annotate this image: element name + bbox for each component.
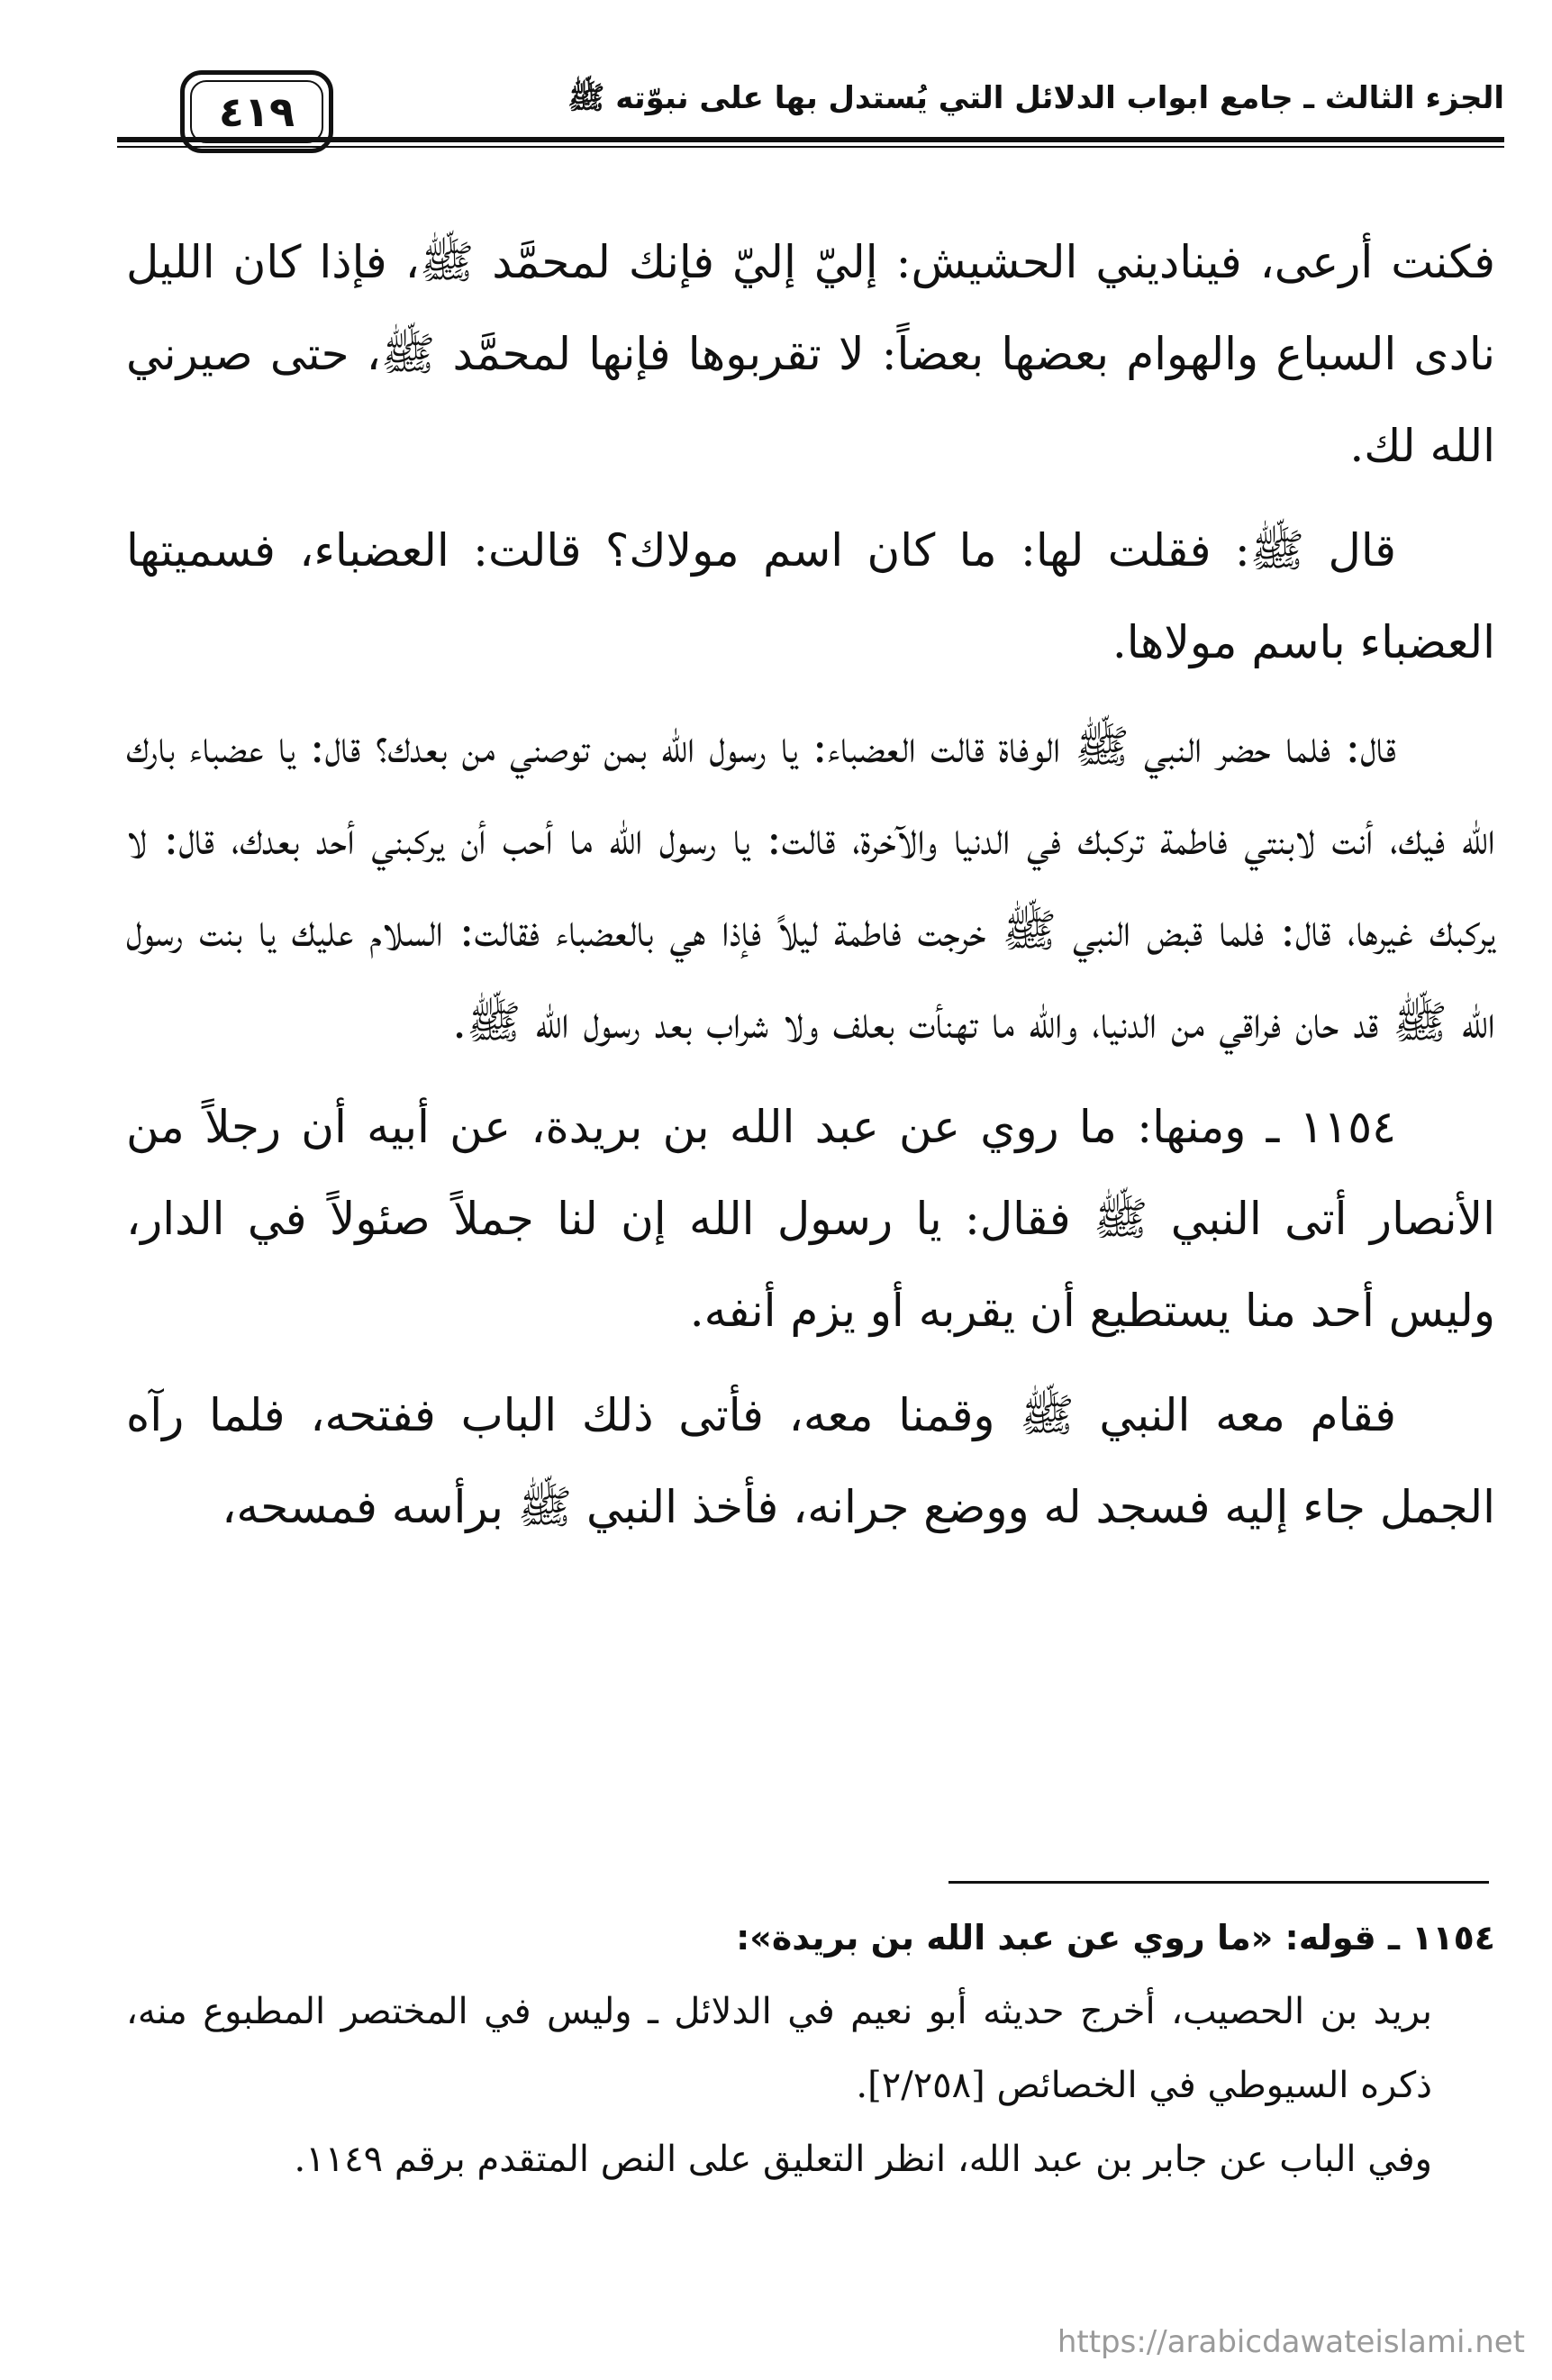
paragraph-1: فكنت أرعى، فيناديني الحشيش: إليّ إليّ فإنك لمحمَّد ﷺ، فإذا كان الليل نادى السباع والهوام بعضها بعضاً: لا تقربوها فإنها لمحمَّد ﷺ، حتى صيرني الله لك. <box>126 236 1495 472</box>
paragraph-2: قال ﷺ: فقلت لها: ما كان اسم مولاك؟ قالت: العضباء، فسميتها العضباء باسم مولاها. <box>126 524 1495 668</box>
footnote-heading: ١١٥٤ ـ قوله: «ما روي عن عبد الله بن بريدة»: <box>736 1918 1495 1958</box>
footnote-line-2: وفي الباب عن جابر بن عبد الله، انظر التعليق على النص المتقدم برقم ١١٤٩. <box>294 2139 1432 2180</box>
footnote-separator <box>948 1881 1489 1884</box>
header-rule-thin <box>117 146 1504 148</box>
paragraph-4: ١١٥٤ ـ ومنها: ما روي عن عبد الله بن بريدة، عن أبيه أن رجلاً من الأنصار أتى النبي ﷺ فقال: يا رسول الله إن لنا جملاً صئولاً في الدار، وليس أحد منا يستطيع أن يقربه أو يزم أنفه. <box>126 1101 1495 1337</box>
paragraph-3: قال: فلما حضر النبي ﷺ الوفاة قالت العضباء: يا رسول الله بمن توصني من بعدك؟ قال: يا عضباء بارك الله فيك، أنت لابنتي فاطمة تركبك في الدنيا والآخرة، قالت: يا رسول الله ما أحب أن يركبني أحد بعدك، قال: لا يركبك غيرها، قال: فلما قبض النبي ﷺ خرجت فاطمة ليلاً فإذا هي بالعضباء فقالت: السلام عليك يا بنت رسول الله ﷺ قد حان فراقي من الدنيا، والله ما تهنأت بعلف ولا شراب بعد رسول الله ﷺ. <box>126 721 1495 1049</box>
watermark-url: https://arabicdawateislami.net <box>1057 2324 1525 2360</box>
paragraph-5: فقام معه النبي ﷺ وقمنا معه، فأتى ذلك الباب ففتحه، فلما رآه الجمل جاء إليه فسجد له ووضع جرانه، فأخذ النبي ﷺ برأسه فمسحه، <box>126 1389 1495 1533</box>
running-title: الجزء الثالث ـ جامع ابواب الدلائل التي يُستدل بها على نبوّته ﷺ <box>567 80 1504 116</box>
page-number: ٤١٩ <box>218 87 295 136</box>
main-text <box>126 216 1495 1566</box>
footnote-line-1: بريد بن الحصيب، أخرج حديثه أبو نعيم في الدلائل ـ وليس في المختصر المطبوع منه، ذكره السيوطي في الخصائص [٢/٢٥٨]. <box>126 1991 1432 2106</box>
footnotes <box>126 1901 1495 2196</box>
header-rule-thick <box>117 137 1504 142</box>
